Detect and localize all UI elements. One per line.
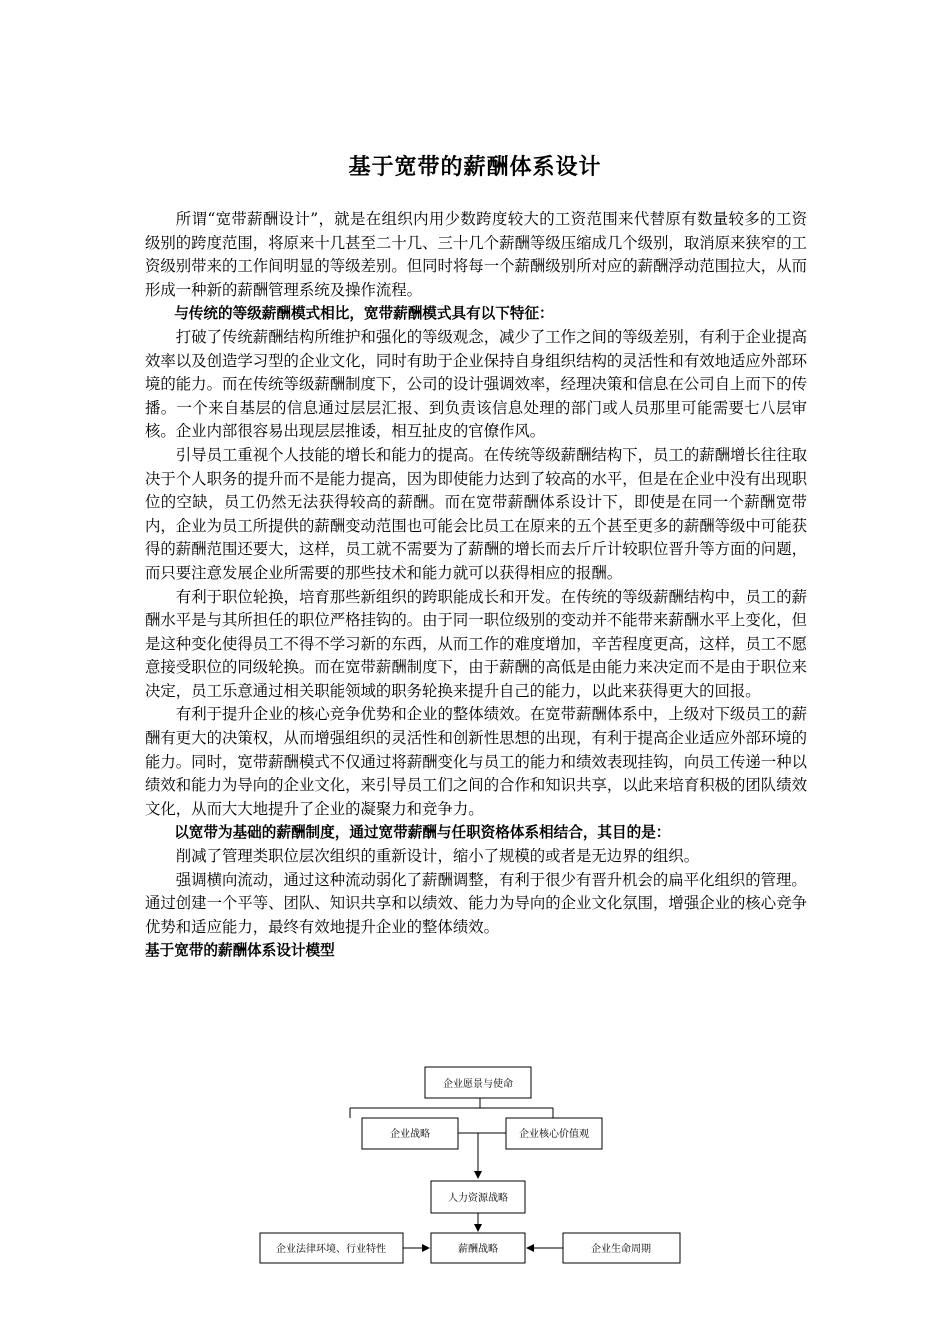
- heading-features: 与传统的等级薪酬模式相比，宽带薪酬模式具有以下特征：: [174, 305, 554, 323]
- paragraph-feature-1: 打破了传统薪酬结构所维护和强化的等级观念，减少了工作之间的等级差别，有利于企业提高效率以及创造学习型的企业文化，同时有助于企业保持自身组织结构的灵活性和有效地适应外部环境的能力。而在传统等级薪酬制度下，公司的设计强调效率，经理决策和信息在公司自上而下的传播。一个来自基层的信息通过层层汇报、到负责该信息处理的部门或人员那里可能需要七八层审核。企业内部很容易出现层层推诿，相互扯皮的官僚作风。: [145, 327, 807, 441]
- paragraph-purpose-2: 强调横向流动，通过这种流动弱化了薪酬调整，有利于很少有晋升机会的扁平化组织的管理。: [175, 870, 807, 889]
- model-diagram: [255, 1062, 685, 1272]
- paragraph-feature-2: 引导员工重视个人技能的增长和能力的提高。在传统等级薪酬结构下，员工的薪酬增长往往取决于个人职务的提升而不是能力提高，因为即使能力达到了较高的水平，但是在企业中没有出现职位的空缺，员工仍然无法获得较高的薪酬。而在宽带薪酬体系设计下，即使是在同一个薪酬宽带内，企业为员工所提供的薪酬变动范围也可能会比员工在原来的五个甚至更多的薪酬等级中可能获得的薪酬范围还要大，这样，员工就不需要为了薪酬的增长而去斤斤计较职位晋升等方面的问题，而只要注意发展企业所需要的那些技术和能力就可以获得相应的报酬。: [145, 445, 807, 582]
- paragraph-purpose-1: 削减了管理类职位层次组织的重新设计，缩小了规模的或者是无边界的组织。: [175, 847, 700, 866]
- box-life-cycle-label: 企业生命周期: [591, 1244, 651, 1255]
- box-vision: [425, 1067, 531, 1098]
- box-legal-env-label: 企业法律环境、行业特性: [276, 1244, 386, 1255]
- box-hr-strategy-label: 人力资源战略: [448, 1193, 508, 1204]
- box-legal-env: [260, 1233, 403, 1263]
- box-pay-strategy-label: 薪酬战略: [458, 1244, 498, 1255]
- box-values: [506, 1118, 602, 1149]
- paragraph-purpose-3: 通过创建一个平等、团队、知识共享和以绩效、能力为导向的企业文化氛围，增强企业的核心竞争优势和适应能力，最终有效地提升企业的整体绩效。: [145, 894, 807, 936]
- box-strategy-label: 企业战略: [390, 1129, 430, 1140]
- paragraph-feature-3: 有利于职位轮换，培育那些新组织的跨职能成长和开发。在传统的等级薪酬结构中，员工的薪酬水平是与其所担任的职位严格挂钩的。由于同一职位级别的变动并不能带来薪酬水平上变化，但是这种变化使得员工不得不学习新的东西，从而工作的难度增加，辛苦程度更高，这样，员工不愿意接受职位的同级轮换。而在宽带薪酬制度下，由于薪酬的高低是由能力来决定而不是由于职位来决定，员工乐意通过相关职能领域的职务轮换来提升自己的能力，以此来获得更大的回报。: [145, 587, 807, 700]
- heading-model: 基于宽带的薪酬体系设计模型: [145, 942, 335, 960]
- box-hr-strategy: [431, 1181, 525, 1213]
- document-body: [145, 208, 807, 963]
- page-title: 基于宽带的薪酬体系设计: [348, 155, 602, 180]
- box-life-cycle: [563, 1233, 680, 1263]
- box-values-label: 企业核心价值观: [519, 1129, 589, 1140]
- paragraph-feature-4: 有利于提升企业的核心竞争优势和企业的整体绩效。在宽带薪酬体系中，上级对下级员工的薪酬有更大的决策权，从而增强组织的灵活性和创新性思想的出现，有利于提高企业适应外部环境的能力。同时，宽带薪酬模式不仅通过将薪酬变化与员工的能力和绩效表现挂钩，向员工传递一种以绩效和能力为导向的企业文化，来引导员工们之间的合作和知识共享，以此来培育积极的团队绩效文化，从而大大地提升了企业的凝聚力和竞争力。: [145, 705, 807, 818]
- box-vision-label: 企业愿景与使命: [443, 1079, 513, 1090]
- heading-purpose: 以宽带为基础的薪酬制度，通过宽带薪酬与任职资格体系相结合，其目的是：: [174, 824, 671, 842]
- paragraph-definition: 所谓“宽带薪酬设计”，就是在组织内用少数跨度较大的工资范围来代替原有数量较多的工资级别的跨度范围，将原来十几甚至二十几、三十几个薪酬等级压缩成几个级别，取消原来狭窄的工资级别带来的工作间明显的等级差别。但同时将每一个薪酬级别所对应的薪酬浮动范围拉大，从而形成一种新的薪酬管理系统及操作流程。: [145, 210, 807, 299]
- box-strategy: [362, 1118, 458, 1149]
- box-pay-strategy: [431, 1233, 525, 1263]
